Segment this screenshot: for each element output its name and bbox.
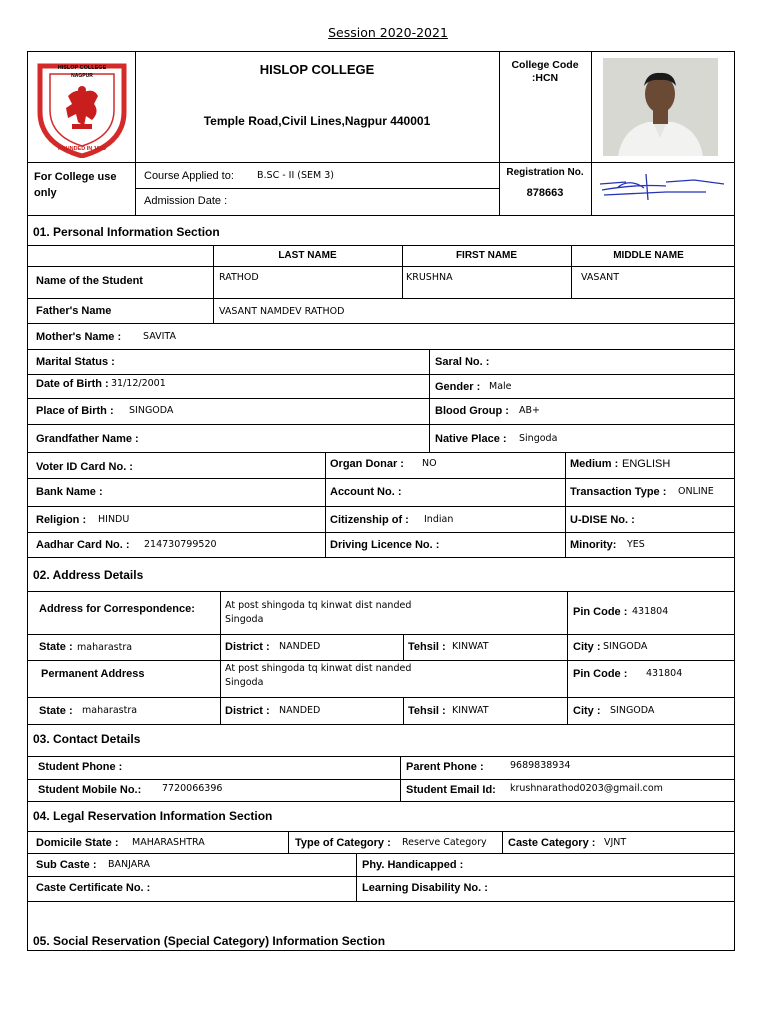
perm-city-label: City : — [573, 705, 601, 717]
registration-value: 878663 — [526, 187, 564, 199]
category-type-label: Type of Category : — [295, 837, 391, 849]
blood-group-label: Blood Group : — [435, 405, 509, 417]
voter-id-label: Voter ID Card No. : — [36, 461, 133, 473]
corr-pin-value: 431804 — [632, 606, 669, 617]
category-type-value: Reserve Category — [402, 837, 487, 848]
mother-name-value: SAVITA — [143, 331, 176, 342]
person-photo-icon — [603, 58, 718, 156]
religion-label: Religion : — [36, 514, 87, 526]
handicapped-label: Phy. Handicapped : — [362, 859, 464, 871]
divider — [27, 374, 734, 375]
divider — [27, 162, 734, 163]
social-heading: 05. Social Reservation (Special Category) Information Section — [33, 934, 386, 948]
perm-pin-label: Pin Code : — [573, 668, 628, 680]
native-place-value: Singoda — [519, 433, 558, 444]
divider — [27, 452, 734, 453]
perm-city-value: SINGODA — [610, 705, 655, 716]
domicile-value: MAHARASHTRA — [132, 837, 205, 848]
divider — [27, 724, 734, 725]
caste-certificate-label: Caste Certificate No. : — [36, 882, 151, 894]
divider — [27, 876, 734, 877]
grandfather-name-label: Grandfather Name : — [36, 433, 139, 445]
dob-value: 31/12/2001 — [111, 378, 166, 389]
divider — [27, 215, 734, 216]
gender-label: Gender : — [435, 381, 481, 393]
admission-date-label: Admission Date : — [144, 195, 228, 207]
learning-disability-label: Learning Disability No. : — [362, 882, 488, 894]
divider — [591, 51, 592, 215]
student-phone-label: Student Phone : — [38, 761, 123, 773]
divider — [27, 398, 734, 399]
perm-tehsil-label: Tehsil : — [408, 705, 446, 717]
student-photo — [603, 58, 718, 156]
mother-name-label: Mother's Name : — [36, 331, 122, 343]
corr-tehsil-label: Tehsil : — [408, 641, 446, 653]
signature — [596, 168, 728, 206]
divider — [27, 298, 734, 299]
divider — [27, 266, 734, 267]
gender-value: Male — [489, 381, 512, 392]
organ-donor-value: NO — [422, 458, 437, 469]
account-no-label: Account No. : — [330, 486, 402, 498]
middle-name-value: VASANT — [581, 272, 620, 283]
corr-district-value: NANDED — [279, 641, 321, 652]
father-name-value: VASANT NAMDEV RATHOD — [219, 306, 345, 317]
divider — [27, 532, 734, 533]
student-mobile-label: Student Mobile No.: — [38, 784, 142, 796]
parent-phone-value: 9689838934 — [510, 760, 571, 771]
aadhar-value: 214730799520 — [144, 539, 217, 550]
divider — [27, 478, 734, 479]
corr-district-label: District : — [225, 641, 270, 653]
native-place-label: Native Place : — [435, 433, 507, 445]
college-address: Temple Road,Civil Lines,Nagpur 440001 — [203, 114, 431, 128]
udise-label: U-DISE No. : — [570, 514, 635, 526]
divider — [27, 801, 734, 802]
divider — [27, 245, 734, 246]
divider — [565, 452, 566, 557]
transaction-type-value: ONLINE — [678, 486, 714, 497]
perm-district-value: NANDED — [279, 705, 321, 716]
divider — [27, 697, 734, 698]
corr-pin-label: Pin Code : — [573, 606, 628, 618]
perm-state-label: State : — [39, 705, 73, 717]
saral-no-label: Saral No. : — [435, 356, 490, 368]
citizenship-value: Indian — [424, 514, 454, 525]
aadhar-label: Aadhar Card No. : — [36, 539, 130, 551]
student-email-value: krushnarathod0203@gmail.com — [510, 783, 663, 794]
for-college-label: For College use only — [34, 171, 117, 199]
divider — [27, 591, 734, 592]
legal-heading: 04. Legal Reservation Information Section — [33, 809, 273, 823]
first-name-value: KRUSHNA — [406, 272, 453, 283]
personal-heading: 01. Personal Information Section — [33, 225, 220, 239]
session-title: Session 2020-2021 — [328, 25, 448, 40]
permanent-line2: Singoda — [225, 677, 264, 688]
divider — [27, 756, 734, 757]
student-email-label: Student Email Id: — [406, 784, 496, 796]
driving-licence-label: Driving Licence No. : — [330, 539, 440, 551]
correspondence-line2: Singoda — [225, 614, 264, 625]
organ-donor-label: Organ Donar : — [330, 458, 404, 470]
permanent-line1: At post shingoda tq kinwat dist nanded — [225, 663, 412, 674]
divider — [502, 831, 503, 853]
corr-tehsil-value: KINWAT — [452, 641, 489, 652]
corr-city-value: SINGODA — [603, 641, 648, 652]
correspondence-label: Address for Correspondence: — [39, 603, 195, 615]
divider — [27, 349, 734, 350]
course-label: Course Applied to: — [144, 170, 234, 182]
dob-label: Date of Birth : — [36, 378, 109, 390]
logo-text-bottom: FOUNDED IN 1883 — [58, 146, 106, 152]
divider — [27, 506, 734, 507]
minority-label: Minority: — [570, 539, 617, 551]
divider — [288, 831, 289, 853]
corr-state-value: maharastra — [77, 642, 133, 653]
col-last-name: LAST NAME — [278, 250, 337, 261]
college-name: HISLOP COLLEGE — [259, 62, 375, 77]
minority-value: YES — [627, 539, 645, 550]
religion-value: HINDU — [98, 514, 130, 525]
contact-heading: 03. Contact Details — [33, 732, 141, 746]
divider — [220, 591, 221, 724]
course-value: B.SC - II (SEM 3) — [257, 170, 334, 181]
divider — [400, 756, 401, 801]
subcaste-label: Sub Caste : — [36, 859, 97, 871]
correspondence-line1: At post shingoda tq kinwat dist nanded — [225, 600, 412, 611]
corr-city-label: City : — [573, 641, 601, 653]
divider — [403, 634, 404, 660]
divider — [27, 831, 734, 832]
medium-value: ENGLISH — [622, 458, 671, 470]
place-of-birth-label: Place of Birth : — [36, 405, 114, 417]
domicile-label: Domicile State : — [36, 837, 119, 849]
student-name-label: Name of the Student — [36, 275, 143, 287]
caste-category-label: Caste Category : — [508, 837, 596, 849]
parent-phone-label: Parent Phone : — [406, 761, 484, 773]
last-name-value: RATHOD — [219, 272, 259, 283]
divider — [27, 901, 734, 902]
place-of-birth-value: SINGODA — [129, 405, 174, 416]
divider — [27, 853, 734, 854]
registration-label: Registration No. — [506, 167, 584, 178]
logo-text-city: NAGPUR — [71, 73, 93, 79]
divider — [27, 424, 734, 425]
divider — [27, 779, 734, 780]
col-first-name: FIRST NAME — [455, 250, 518, 261]
divider — [135, 188, 500, 189]
address-heading: 02. Address Details — [33, 568, 144, 582]
college-code-label: College Code — [511, 59, 579, 71]
citizenship-label: Citizenship of : — [330, 514, 409, 526]
perm-pin-value: 431804 — [646, 668, 683, 679]
transaction-type-label: Transaction Type : — [570, 486, 667, 498]
perm-tehsil-value: KINWAT — [452, 705, 489, 716]
bank-name-label: Bank Name : — [36, 486, 103, 498]
divider — [27, 634, 734, 635]
perm-district-label: District : — [225, 705, 270, 717]
divider — [429, 349, 430, 452]
college-code-value: :HCN — [531, 72, 559, 84]
divider — [325, 452, 326, 557]
subcaste-value: BANJARA — [108, 859, 150, 870]
divider — [403, 697, 404, 724]
marital-status-label: Marital Status : — [36, 356, 115, 368]
corr-state-label: State : — [39, 641, 73, 653]
student-mobile-value: 7720066396 — [162, 783, 223, 794]
permanent-address-label: Permanent Address — [41, 668, 145, 680]
divider — [27, 323, 734, 324]
signature-icon — [596, 168, 728, 206]
logo-text-top: HISLOP COLLEGE — [57, 65, 107, 71]
col-middle-name: MIDDLE NAME — [613, 250, 684, 261]
perm-state-value: maharastra — [82, 705, 138, 716]
divider — [567, 591, 568, 724]
father-name-label: Father's Name — [36, 305, 112, 317]
divider — [27, 660, 734, 661]
medium-label: Medium : — [570, 458, 619, 470]
divider — [356, 853, 357, 901]
caste-category-value: VJNT — [604, 837, 627, 848]
blood-group-value: AB+ — [519, 405, 540, 416]
college-logo — [36, 60, 128, 158]
divider — [27, 557, 734, 558]
